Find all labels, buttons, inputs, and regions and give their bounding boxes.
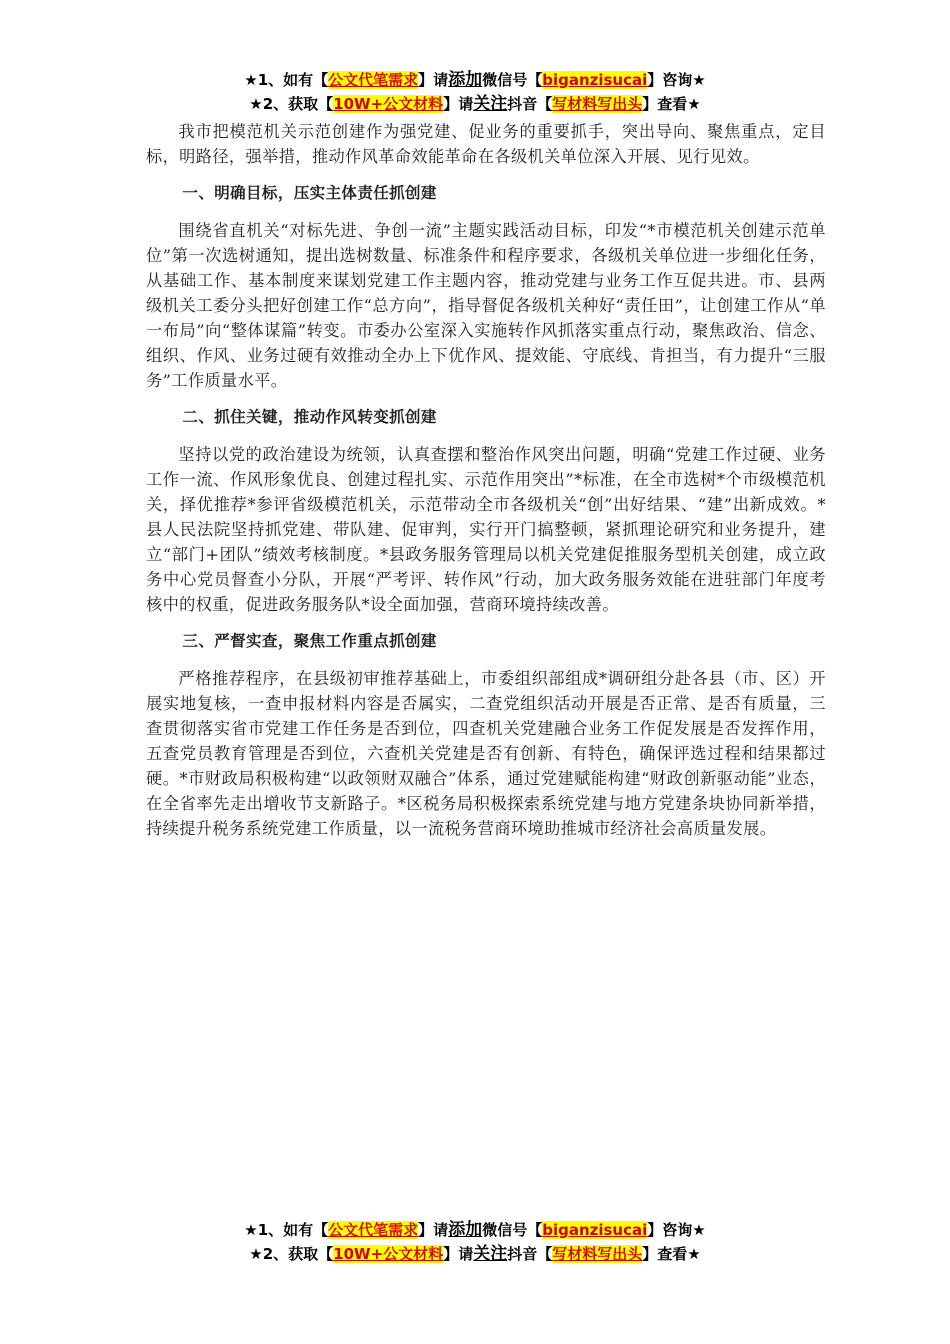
promo-emphasis: 添加 bbox=[448, 1220, 483, 1240]
section-paragraph-2: 坚持以党的政治建设为统领，认真查摆和整治作风突出问题，明确“党建工作过硬、业务工作一流、作风形象优良、创建过程扎实、示范作用突出”*标准，在全市选树*个市级模范机关，择优推荐*参评省级模范机关，示范带动全市各级机关“创”出好结果、“建”出新成效。*县人民法院坚持抓党建、带队建、促审判，实行开门搞整顿，紧抓理论研究和业务提升，建立“部门+团队”绩效考核制度。*县政务服务管理局以机关党建促推服务型机关创建，成立政务中心党员督查小分队，开展“严考评、转作风”行动，加大政务服务效能在进驻部门年度考核中的权重，促进政务服务队*设全面加强，营商环境持续改善。 bbox=[146, 445, 826, 614]
promo-line-2 bbox=[0, 92, 950, 116]
promo-text: ★1、如有【 bbox=[244, 71, 329, 89]
promo-text: 】请 bbox=[418, 71, 449, 89]
promo-text: 】查看★ bbox=[642, 1245, 701, 1263]
promo-text: ★2、获取【 bbox=[249, 1245, 334, 1263]
wechat-id-highlight: biganzisucai bbox=[542, 1221, 648, 1239]
promo-text: 抖音【 bbox=[507, 1245, 553, 1263]
section-heading-3: 三、严督实查，聚焦工作重点抓创建 bbox=[182, 632, 437, 650]
promo-text: 】请 bbox=[443, 95, 474, 113]
promo-banner-top bbox=[0, 68, 950, 116]
document-body bbox=[146, 119, 826, 841]
section-paragraph-3: 严格推荐程序，在县级初审推荐基础上，市委组织部组成*调研组分赴各县（市、区）开展实地复核，一查申报材料内容是否属实，二查党组织活动开展是否正常、是否有质量，三查贯彻落实省市党建工作任务是否到位，四查机关党建融合业务工作促发展是否发挥作用，五查党员教育管理是否到位，六查机关党建是否有创新、有特色，确保评选过程和结果都过硬。*市财政局积极构建“以政领财双融合”体系，通过党建赋能构建“财政创新驱动能”业态，在全省率先走出增收节支新路子。*区税务局积极探索系统党建与地方党建条块协同新举措，持续提升税务系统党建工作质量，以一流税务营商环境助推城市经济社会高质量发展。 bbox=[146, 669, 826, 838]
promo-text: 微信号【 bbox=[482, 1221, 543, 1239]
promo-emphasis: 关注 bbox=[473, 94, 508, 114]
promo-text: 】请 bbox=[443, 1245, 474, 1263]
promo-emphasis: 关注 bbox=[473, 1244, 508, 1264]
intro-paragraph: 我市把模范机关示范创建作为强党建、促业务的重要抓手，突出导向、聚焦重点，定目标，明路径，强举措，推动作风革命效能革命在各级机关单位深入开展、见行见效。 bbox=[146, 122, 826, 166]
promo-text: 抖音【 bbox=[507, 95, 553, 113]
wechat-id-highlight: biganzisucai bbox=[542, 71, 648, 89]
section-paragraph-1: 围绕省直机关“对标先进、争创一流”主题实践活动目标，印发“*市模范机关创建示范单位”第一次选树通知，提出选树数量、标准条件和程序要求，各级机关单位进一步细化任务，从基础工作、基本制度来谋划党建工作主题内容，推动党建与业务工作互促共进。市、县两级机关工委分头把好创建工作“总方向”，指导督促各级机关种好“责任田”，让创建工作从“单一布局”向“整体谋篇”转变。市委办公室深入实施转作风抓落实重点行动，聚焦政治、信念、组织、作风、业务过硬有效推动全办上下优作风、提效能、守底线、肯担当，有力提升“三服务”工作质量水平。 bbox=[146, 221, 826, 390]
promo-highlight: 公文代笔需求 bbox=[328, 1221, 419, 1239]
promo-line-2 bbox=[0, 1242, 950, 1266]
promo-emphasis: 添加 bbox=[448, 70, 483, 90]
promo-text: 】查看★ bbox=[642, 95, 701, 113]
promo-text: 】咨询★ bbox=[647, 71, 706, 89]
promo-line-1 bbox=[0, 1218, 950, 1242]
promo-text: 】咨询★ bbox=[647, 1221, 706, 1239]
promo-text: ★1、如有【 bbox=[244, 1221, 329, 1239]
section-heading-2: 二、抓住关键，推动作风转变抓创建 bbox=[182, 408, 437, 426]
promo-text: 】请 bbox=[418, 1221, 449, 1239]
section-heading-1: 一、明确目标，压实主体责任抓创建 bbox=[182, 184, 437, 202]
promo-banner-bottom bbox=[0, 1218, 950, 1266]
promo-highlight: 10W+公文材料 bbox=[333, 1245, 444, 1263]
douyin-account-highlight: 写材料写出头 bbox=[552, 1245, 643, 1263]
promo-line-1 bbox=[0, 68, 950, 92]
promo-highlight: 10W+公文材料 bbox=[333, 95, 444, 113]
promo-highlight: 公文代笔需求 bbox=[328, 71, 419, 89]
douyin-account-highlight: 写材料写出头 bbox=[552, 95, 643, 113]
promo-text: 微信号【 bbox=[482, 71, 543, 89]
promo-text: ★2、获取【 bbox=[249, 95, 334, 113]
